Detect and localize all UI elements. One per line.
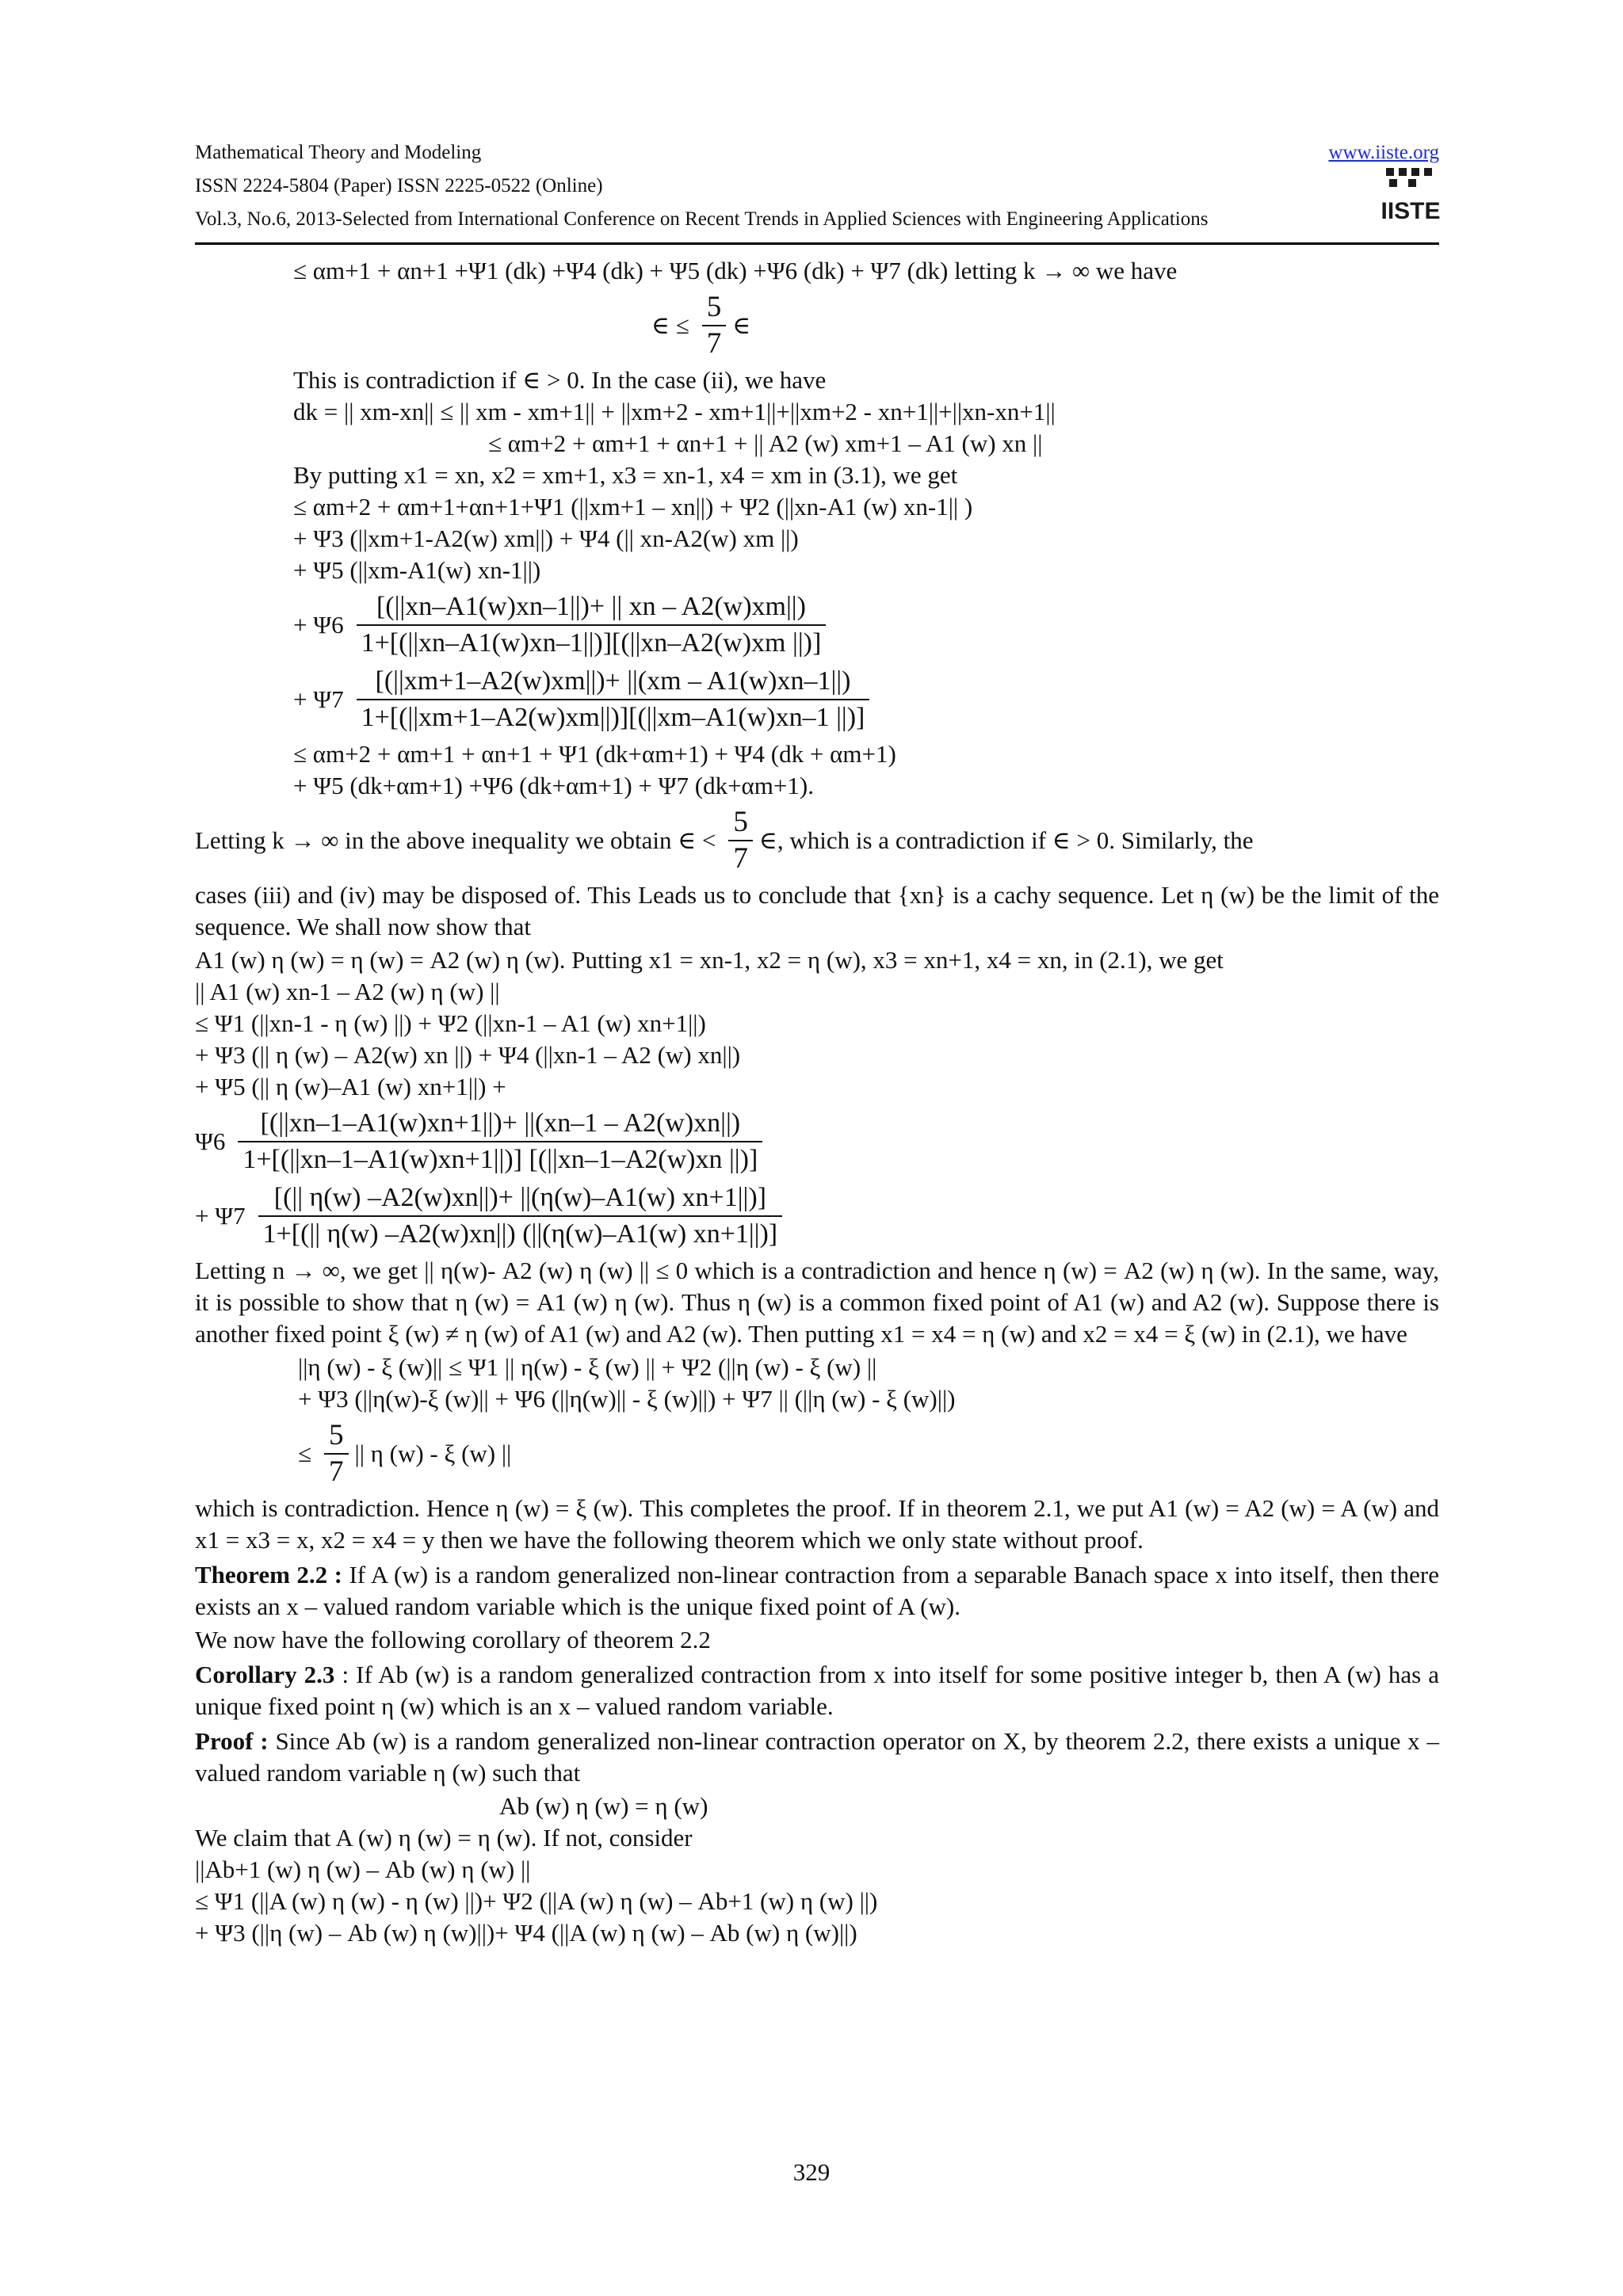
- fraction-numerator: 5: [706, 291, 722, 323]
- math-line: By putting x1 = xn, x2 = xm+1, x3 = xn-1, x4 = xm in (3.1), we get: [293, 461, 958, 489]
- body-text: [195, 255, 1439, 1949]
- math-line: ≤ Ψ1 (||xn-1 - η (w) ||) + Ψ2 (||xn-1 – A1 (w) xn+1||): [195, 1009, 706, 1037]
- equation-rhs: ∈: [732, 311, 751, 339]
- fraction-5-7: [324, 1418, 349, 1489]
- fraction-5-7: [728, 805, 753, 876]
- logo-text: IISTE: [1381, 198, 1441, 224]
- text-fragment: ∈, which is a contradiction if ∈ > 0. Similarly, the: [758, 826, 1254, 854]
- journal-url-link[interactable]: www.iiste.org: [1328, 142, 1439, 163]
- paragraph: cases (iii) and (iv) may be disposed of. This Leads us to conclude that {xn} is a cachy sequence. Let η (w) be the limit of the sequence. We shall now show that: [195, 881, 1439, 940]
- proof-text: Since Ab (w) is a random generalized non-linear contraction operator on X, by theorem 2.2, there exists a unique x – valued random variable η (w) such that: [195, 1727, 1439, 1787]
- psi7-label: + Ψ7: [293, 685, 344, 713]
- math-line: ≤ αm+2 + αm+1+αn+1+Ψ1 (||xm+1 – xn||) + Ψ2 (||xn-A1 (w) xn-1|| ): [293, 493, 973, 521]
- corollary-text: : If Ab (w) is a random generalized contraction from x into itself for some positive integer b, then A (w) has a unique fixed point η (w) which is an x – valued random variable.: [195, 1661, 1440, 1720]
- math-line: + Ψ5 (dk+αm+1) +Ψ6 (dk+αm+1) + Ψ7 (dk+αm+1).: [293, 772, 814, 799]
- fraction-denominator: 1+[(||xn–1–A1(w)xn+1||)] [(||xn–1–A2(w)xn ||)]: [238, 1141, 762, 1177]
- fraction-5-7: [702, 290, 727, 361]
- math-line: + Ψ5 (||xm-A1(w) xn-1||): [293, 556, 541, 584]
- letting-k-line: [195, 805, 1439, 876]
- theorem-2-2: [195, 1559, 1439, 1623]
- equation-psi7-second: [195, 1180, 1439, 1252]
- math-line: A1 (w) η (w) = η (w) = A2 (w) η (w). Putting x1 = xn-1, x2 = η (w), x3 = xn+1, x4 = xn, in (2.1), we get: [195, 946, 1224, 974]
- fraction-denominator: 7: [728, 840, 753, 876]
- paragraph: Letting n → ∞, we get || η(w)- A2 (w) η (w) || ≤ 0 which is a contradiction and hence η (w) = A2 (w) η (w). In the same, way, it is possible to show that η (w) = A1 (w) η (w). Thus η (w) is a common fixed point of A1 (w) and A2 (w). Suppose there is another fixed point ξ (w) ≠ η (w) of A1 (w) and A2 (w). Then putting x1 = x4 = η (w) and x2 = x4 = ξ (w) in (2.1), we have: [195, 1257, 1439, 1348]
- text-line: This is contradiction if ∈ > 0. In the case (ii), we have: [293, 366, 827, 394]
- psi6-fraction: [357, 589, 827, 661]
- equation-psi6: [195, 589, 1439, 661]
- equation-rhs: || η (w) - ξ (w) ||: [354, 1440, 512, 1467]
- psi6-label: Ψ6: [195, 1127, 226, 1155]
- math-line: ||η (w) - ξ (w)|| ≤ Ψ1 || η(w) - ξ (w) || + Ψ2 (||η (w) - ξ (w) ||: [298, 1353, 877, 1381]
- math-line: Ab (w) η (w) = η (w): [499, 1792, 708, 1820]
- text-line: We now have the following corollary of theorem 2.2: [195, 1626, 711, 1653]
- page-number: 329: [792, 2158, 831, 2186]
- text-fragment: Letting k → ∞ in the above inequality we obtain ∈ <: [195, 826, 716, 854]
- journal-header: [195, 136, 1439, 236]
- fraction-numerator: 5: [329, 1419, 344, 1451]
- header-rule: [195, 242, 1439, 245]
- math-line: + Ψ3 (||η(w)-ξ (w)|| + Ψ6 (||η(w)|| - ξ (w)||) + Ψ7 || (||η (w) - ξ (w)||): [298, 1385, 956, 1413]
- math-line: dk = || xm-xn|| ≤ || xm - xm+1|| + ||xm+2 - xm+1||+||xm+2 - xn+1||+||xn-xn+1||: [293, 398, 1056, 425]
- math-line: + Ψ3 (|| η (w) – A2(w) xn ||) + Ψ4 (||xn-1 – A2 (w) xn||): [195, 1041, 741, 1069]
- corollary-2-3: [195, 1659, 1439, 1722]
- fraction-denominator: 1+[(|| η(w) –A2(w)xn||) (||(η(w)–A1(w) xn+1||)]: [258, 1215, 783, 1252]
- math-line: + Ψ5 (|| η (w)–A1 (w) xn+1||) +: [195, 1073, 506, 1100]
- math-line: ||Ab+1 (w) η (w) – Ab (w) η (w) ||: [195, 1855, 531, 1883]
- math-line: ≤ αm+2 + αm+1 + αn+1 + Ψ1 (dk+αm+1) + Ψ4 (dk + αm+1): [293, 740, 896, 768]
- corollary-label: Corollary 2.3: [195, 1661, 335, 1688]
- volume-line: Vol.3, No.6, 2013-Selected from International Conference on Recent Trends in Applied Sciences with Engineering Applications: [195, 208, 1209, 230]
- equation-lhs: ≤: [298, 1440, 312, 1467]
- fraction-numerator: [(||xm+1–A2(w)xm||)+ ||(xm – A1(w)xn–1||): [375, 666, 851, 696]
- fraction-denominator: 7: [702, 325, 727, 361]
- paragraph: which is contradiction. Hence η (w) = ξ (w). This completes the proof. If in theorem 2.1, we put A1 (w) = A2 (w) = A (w) and x1 = x3 = x, x2 = x4 = y then we have the following theorem which we only state without proof.: [195, 1494, 1439, 1554]
- math-line: + Ψ3 (||xm+1-A2(w) xm||) + Ψ4 (|| xn-A2(w) xm ||): [293, 524, 799, 552]
- fraction-denominator: 1+[(||xn–A1(w)xn–1||)][(||xn–A2(w)xm ||)]: [357, 624, 827, 661]
- theorem-label: Theorem 2.2 :: [195, 1561, 342, 1589]
- math-line: || A1 (w) xn-1 – A2 (w) η (w) ||: [195, 978, 500, 1005]
- fraction-numerator: [(||xn–A1(w)xn–1||)+ || xn – A2(w)xm||): [376, 592, 806, 621]
- equation-psi6-second: [195, 1106, 1439, 1177]
- issn-line: ISSN 2224-5804 (Paper) ISSN 2225-0522 (Online): [195, 175, 603, 196]
- fraction-numerator: [(||xn–1–A1(w)xn+1||)+ ||(xn–1 – A2(w)xn||): [260, 1108, 741, 1138]
- equation-lhs: ∈ ≤: [651, 311, 689, 339]
- equation-psi7: [195, 664, 1439, 735]
- psi6-label: + Ψ6: [293, 611, 344, 639]
- math-line: + Ψ3 (||η (w) – Ab (w) η (w)||)+ Ψ4 (||A (w) η (w) – Ab (w) η (w)||): [195, 1919, 857, 1947]
- math-line: ≤ Ψ1 (||A (w) η (w) - η (w) ||)+ Ψ2 (||A (w) η (w) – Ab+1 (w) η (w) ||): [195, 1887, 878, 1915]
- math-line: ≤ αm+1 + αn+1 +Ψ1 (dk) +Ψ4 (dk) + Ψ5 (dk) +Ψ6 (dk) + Ψ7 (dk) letting k → ∞ we have: [293, 257, 1178, 284]
- fraction-denominator: 7: [324, 1453, 349, 1489]
- psi6-fraction: [238, 1106, 762, 1177]
- equation-ratio-2: [195, 1418, 1439, 1489]
- equation-ratio-1: [195, 290, 1439, 361]
- psi7-label: + Ψ7: [195, 1202, 246, 1230]
- text-line: We claim that A (w) η (w) = η (w). If not, consider: [195, 1824, 693, 1852]
- journal-title: Mathematical Theory and Modeling: [195, 142, 482, 163]
- fraction-numerator: 5: [733, 806, 748, 838]
- psi7-fraction: [357, 664, 870, 735]
- psi7-fraction: [258, 1180, 783, 1252]
- theorem-text: If A (w) is a random generalized non-linear contraction from a separable Banach space x into itself, then there exists an x – valued random variable which is the unique fixed point of A (w).: [195, 1561, 1440, 1620]
- math-line: ≤ αm+2 + αm+1 + αn+1 + || A2 (w) xm+1 – A1 (w) xn ||: [488, 429, 1043, 457]
- iiste-logo: [1381, 166, 1441, 224]
- fraction-numerator: [(|| η(w) –A2(w)xn||)+ ||(η(w)–A1(w) xn+1||)]: [273, 1183, 766, 1212]
- proof-label: Proof :: [195, 1727, 269, 1755]
- fraction-denominator: 1+[(||xm+1–A2(w)xm||)][(||xm–A1(w)xn–1 ||)]: [357, 699, 870, 735]
- proof-paragraph: [195, 1726, 1439, 1789]
